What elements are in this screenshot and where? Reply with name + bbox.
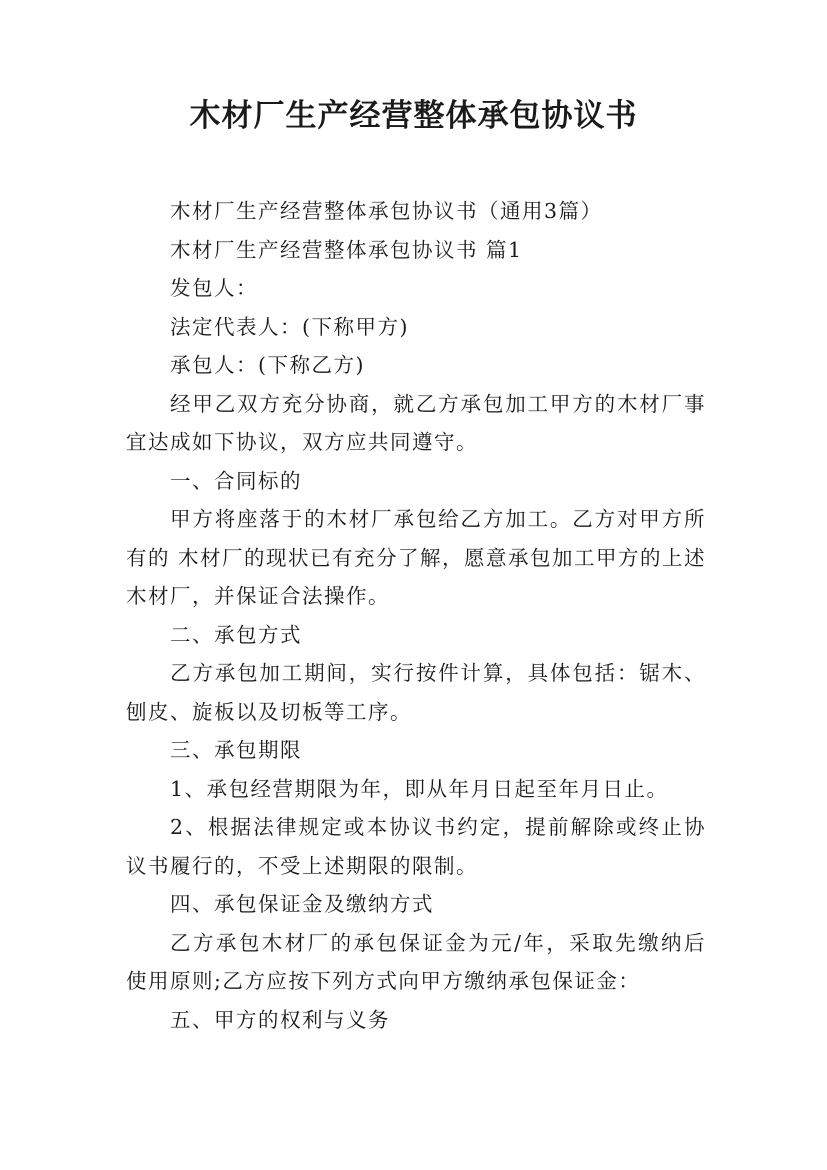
section-heading-4: 四、承包保证金及缴纳方式 (170, 892, 434, 916)
paragraph-legal-representative: 法定代表人：(下称甲方) (170, 314, 409, 339)
paragraph-subtitle: 木材厂生产经营整体承包协议书（通用3篇） (170, 199, 603, 223)
document-body (126, 192, 706, 1039)
paragraph-section-2: 乙方承包加工期间，实行按件计算，具体包括：锯木、刨皮、旋板以及切板等工序。 (126, 661, 706, 724)
paragraph-section-1: 甲方将座落于的木材厂承包给乙方加工。乙方对甲方所有的 木材厂的现状已有充分了解，愿意承包加工甲方的上述木材厂，并保证合法操作。 (126, 507, 707, 608)
section-heading-3: 三、承包期限 (170, 738, 302, 762)
section-heading-1: 一、合同标的 (170, 468, 302, 493)
paragraph-issuer: 发包人： (170, 276, 258, 300)
section-heading-5: 五、甲方的权利与义务 (170, 1007, 390, 1032)
paragraph-contractor: 承包人：(下称乙方) (170, 353, 365, 377)
document-title: 木材厂生产经营整体承包协议书 (189, 98, 638, 134)
section-heading-2: 二、承包方式 (170, 622, 302, 647)
paragraph-section-4: 乙方承包木材厂的承包保证金为元/年，采取先缴纳后使用原则;乙方应按下列方式向甲方缴纳承包保证金： (126, 930, 706, 993)
paragraph-preamble: 经甲乙双方充分协商，就乙方承包加工甲方的木材厂事宜达成如下协议，双方应共同遵守。 (126, 391, 706, 454)
paragraph-section-3-item-1: 1、承包经营期限为年，即从年月日起至年月日止。 (170, 776, 669, 801)
paragraph-section-3-item-2: 2、根据法律规定或本协议书约定，提前解除或终止协议书履行的，不受上述期限的限制。 (126, 815, 706, 878)
paragraph-part-heading: 木材厂生产经营整体承包协议书 篇1 (170, 237, 523, 262)
